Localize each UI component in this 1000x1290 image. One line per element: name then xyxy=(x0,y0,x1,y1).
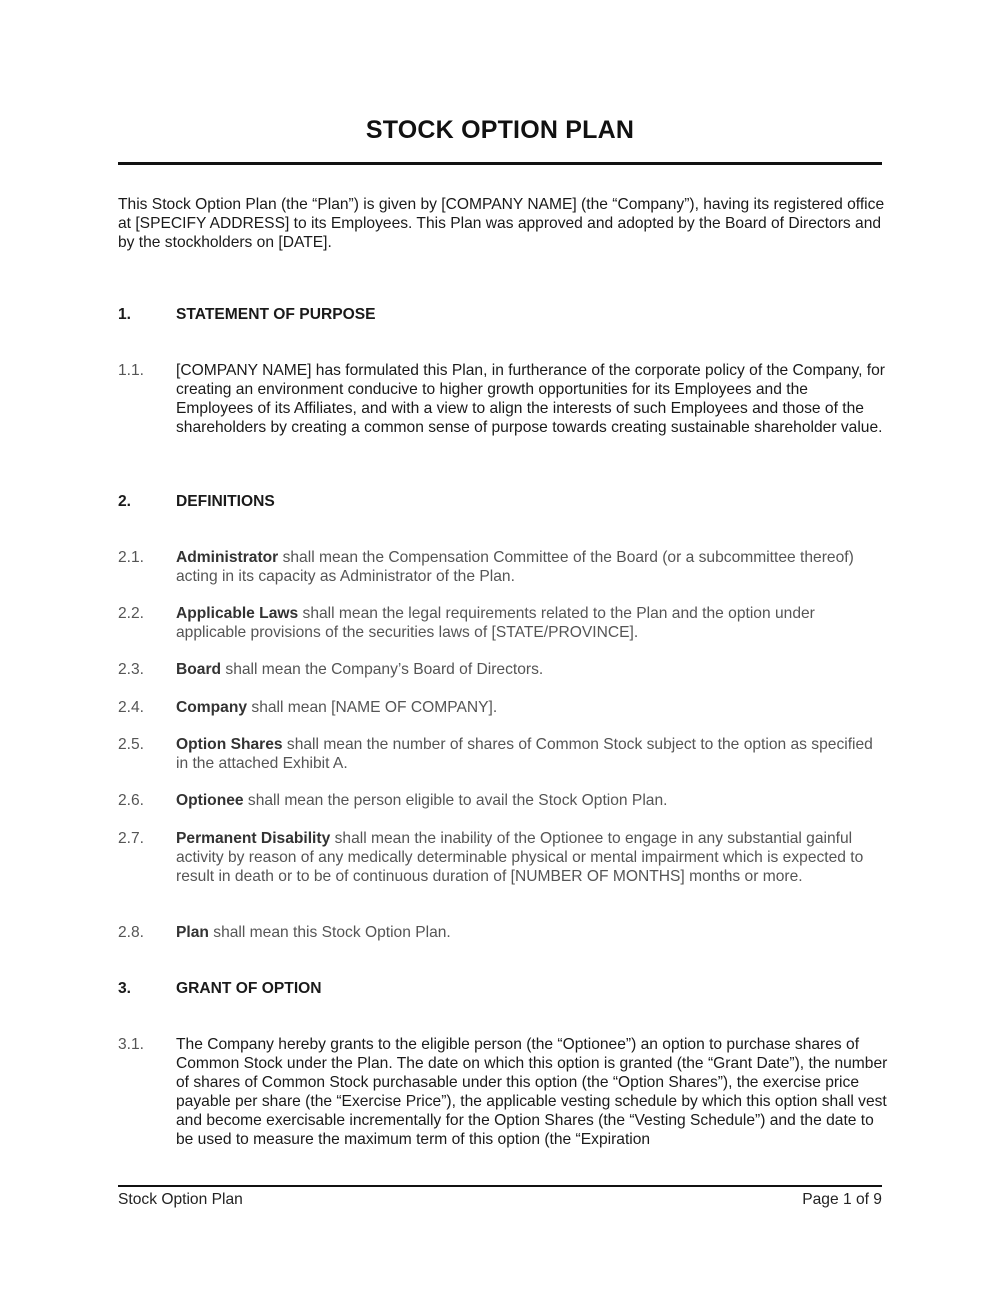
footer-document-name: Stock Option Plan xyxy=(118,1191,243,1208)
definition-text xyxy=(176,923,888,942)
clause-text: [COMPANY NAME] has formulated this Plan, in furtherance of the corporate policy of the Company, for creating an environment conducive to higher growth opportunities for its Employees and the Employees of its Affiliates, and with a view to align the interests of such Employees and those of the shareholders by creating a common sense of purpose towards creating sustainable shareholder value. xyxy=(176,362,885,436)
section-title: DEFINITIONS xyxy=(176,493,275,510)
definition-2-5 xyxy=(118,735,888,773)
section-title: GRANT OF OPTION xyxy=(176,980,322,997)
definition-text xyxy=(176,604,888,642)
clause-number: 2.5. xyxy=(118,736,145,753)
definition-text xyxy=(176,791,888,810)
footer-divider xyxy=(118,1185,882,1187)
definition-text xyxy=(176,829,888,886)
definition-body: shall mean the person eligible to avail the Stock Option Plan. xyxy=(243,792,668,809)
definition-2-4 xyxy=(118,698,888,717)
defined-term: Company xyxy=(176,699,248,716)
clause-number: 2.3. xyxy=(118,661,145,678)
intro-paragraph: This Stock Option Plan (the “Plan”) is given by [COMPANY NAME] (the “Company”), having its registered office at [SPECIFY ADDRESS] to its Employees. This Plan was approved and adopted by the Board of Directors and by the stockholders on [DATE]. xyxy=(118,196,885,251)
definition-text xyxy=(176,548,888,586)
definition-2-3 xyxy=(118,660,888,679)
definition-body: shall mean the inability of the Optionee to engage in any substantial gainful activity by reason of any medically determinable physical or mental impairment which is expected to result in death or to be of continuous duration of [NUMBER OF MONTHS] months or more. xyxy=(176,830,864,885)
definition-body: shall mean the legal requirements related to the Plan and the option under applicable provisions of the securities laws of [STATE/PROVINCE]. xyxy=(176,605,815,641)
clause-number: 2.7. xyxy=(118,830,145,847)
definition-2-2 xyxy=(118,604,888,642)
definition-text xyxy=(176,698,888,717)
defined-term: Plan xyxy=(176,924,209,941)
section-title: STATEMENT OF PURPOSE xyxy=(176,306,376,323)
definition-body: shall mean the Compensation Committee of the Board (or a subcommittee thereof) acting in its capacity as Administrator of the Plan. xyxy=(176,549,854,585)
clause-number: 2.8. xyxy=(118,924,145,941)
definition-body: shall mean the number of shares of Common Stock subject to the option as specified in the attached Exhibit A. xyxy=(176,736,873,772)
clause-number: 1.1. xyxy=(118,362,145,379)
defined-term: Administrator xyxy=(176,549,279,566)
clause-text: The Company hereby grants to the eligible person (the “Optionee”) an option to purchase shares of Common Stock under the Plan. The date on which this option is granted (the “Grant Date”), the number of shares of Common Stock purchasable under this option (the “Option Shares”), the exercise price payable per share (the “Exercise Price”), the applicable vesting schedule by which this option shall vest and become exercisable incrementally for the Option Shares (the “Vesting Schedule”) and the date to be used to measure the maximum term of this option (the “Expiration xyxy=(176,1036,888,1148)
section-number: 2. xyxy=(118,493,132,510)
defined-term: Board xyxy=(176,661,222,678)
definition-body: shall mean this Stock Option Plan. xyxy=(208,924,451,941)
clause-3-1 xyxy=(118,1035,888,1149)
title-divider xyxy=(118,162,882,165)
clause-number: 2.6. xyxy=(118,792,145,809)
definition-text xyxy=(176,660,888,679)
definition-body: shall mean [NAME OF COMPANY]. xyxy=(247,699,498,716)
clause-number: 2.2. xyxy=(118,605,145,622)
definition-body: shall mean the Company’s Board of Directors. xyxy=(221,661,544,678)
clause-number: 2.4. xyxy=(118,699,145,716)
defined-term: Applicable Laws xyxy=(176,605,299,622)
clause-number: 2.1. xyxy=(118,549,145,566)
footer-page-number: Page 1 of 9 xyxy=(802,1191,882,1208)
definition-2-7 xyxy=(118,829,888,886)
definition-2-6 xyxy=(118,791,888,810)
defined-term: Permanent Disability xyxy=(176,830,331,847)
clause-1-1 xyxy=(118,361,888,437)
definition-2-8 xyxy=(118,923,888,942)
defined-term: Optionee xyxy=(176,792,244,809)
document-title: STOCK OPTION PLAN xyxy=(365,116,635,144)
defined-term: Option Shares xyxy=(176,736,283,753)
definition-text xyxy=(176,735,888,773)
definition-2-1 xyxy=(118,548,888,586)
clause-number: 3.1. xyxy=(118,1036,145,1053)
section-number: 3. xyxy=(118,980,132,997)
section-number: 1. xyxy=(118,306,132,323)
